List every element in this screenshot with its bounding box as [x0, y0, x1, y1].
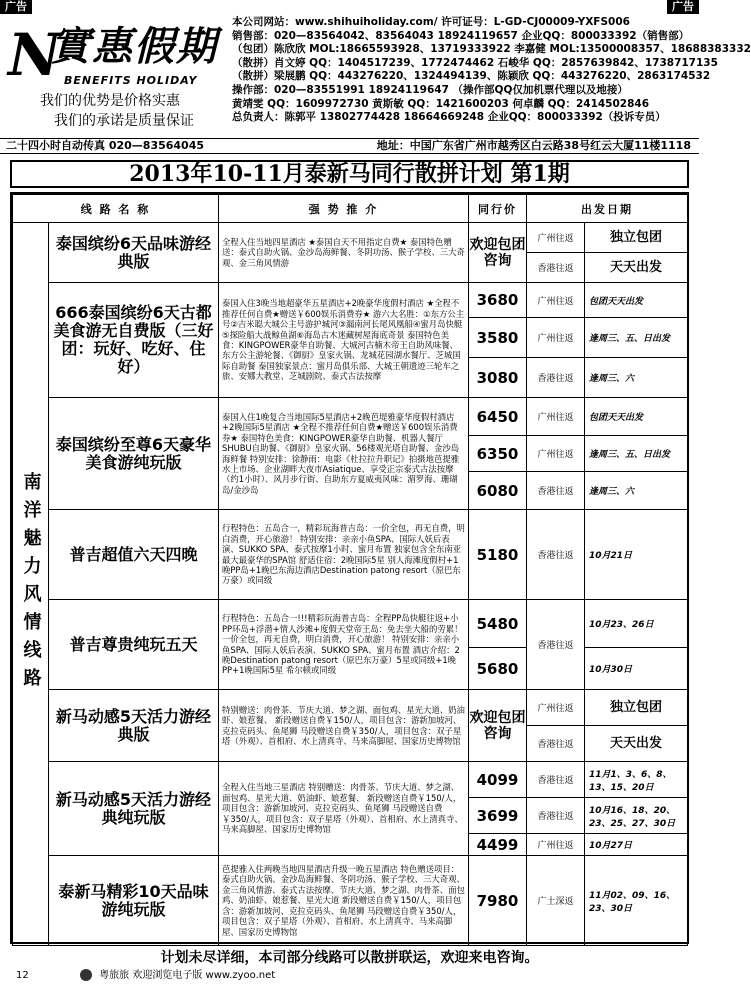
logo	[6, 18, 228, 130]
departure-city: 广州往返	[527, 283, 585, 318]
route-table-wrap	[10, 192, 689, 944]
route-price: 7980	[469, 856, 527, 946]
route-features: 全程入住当地三星酒店 特别赠送：肉骨茶、节庆大道、梦之湖、面包鸡、星光大道、奶油虾、娘惹餐、 新段赠送自费￥150/人，项目包含：游新加坡河、克拉克码头、鱼尾狮 马段赠送自费￥350/人，项目包含：双子星塔（外观）、首相府、水上清真寺、马来高脚屋、国家历史博物馆	[219, 762, 469, 856]
departure-date: 逢周三、六	[585, 358, 688, 398]
departure-city: 香港往返	[527, 600, 585, 690]
slogan-2: 我们的承诺是质量保证	[54, 113, 194, 129]
route-features: 行程特色：五岛合一，精彩玩海普吉岛：一价全包，再无自费，明白消费，开心旅游！ 特别安排：亲亲小鱼SPA、国际人妖后表演、SUKKO SPA、泰式按摩1小时、蜜月布置 独家包含全东南亚最大最豪华的SPA馆 舒适住宿：2晚国际5星 别人海滩度假村+1晚PP岛+1晚巴东海边酒店Destination patong resort（原巴东万豪）或同级	[219, 510, 469, 600]
departure-date: 10月27日	[585, 834, 688, 856]
departure-city: 广州往返	[527, 318, 585, 358]
departure-city: 广州往返	[527, 834, 585, 856]
logo-english: BENEFITS HOLIDAY	[64, 74, 198, 87]
header	[0, 14, 751, 159]
contact-line: （散拼）梁展鹏 QQ：443276220、1324494139、陈颖欣 QQ：443276220、2863174532	[232, 70, 711, 83]
route-name: 泰新马精彩10天品味游纯玩版	[49, 856, 219, 946]
page-footer	[10, 968, 689, 984]
contact-line: 操作部：020—83551991 18924119647 （操作部QQ仅加机票代理以及地接）	[232, 83, 628, 96]
page-site-text: 粤旅旅 欢迎浏览电子版 www.zyoo.net	[99, 970, 276, 981]
route-price: 6080	[469, 472, 527, 510]
route-price: 欢迎包团咨询	[469, 690, 527, 762]
departure-date: 逢周三、六	[585, 472, 688, 510]
departure-date: 天天出发	[585, 253, 688, 283]
departure-date: 逢周三、五、日出发	[585, 436, 688, 472]
departure-date: 独立包团	[585, 223, 688, 253]
route-price: 4099	[469, 762, 527, 798]
route-name: 新马动感5天活力游经典纯玩版	[49, 762, 219, 856]
table-row	[13, 690, 688, 726]
contact-line: （散拼）肖文婷 QQ：1404517239、1772474462 石峻华 QQ：2857639842、1738717135	[232, 56, 718, 69]
departure-date: 10月23、26日	[585, 600, 688, 648]
departure-city: 香港往返	[527, 510, 585, 600]
departure-date: 包团天天出发	[585, 398, 688, 436]
departure-city: 香港往返	[527, 253, 585, 283]
slogan-1: 我们的优势是价格实惠	[40, 93, 180, 109]
header-price: 同行价	[469, 195, 527, 223]
title-box	[10, 160, 689, 188]
departure-city: 广州往返	[527, 223, 585, 253]
route-price: 6350	[469, 436, 527, 472]
brand-icon	[80, 969, 92, 981]
route-price: 5480	[469, 600, 527, 648]
header-features: 强 势 推 介	[219, 195, 469, 223]
departure-date: 逢周三、五、日出发	[585, 318, 688, 358]
route-price: 5180	[469, 510, 527, 600]
route-price: 3580	[469, 318, 527, 358]
departure-city: 香港往返	[527, 762, 585, 798]
route-features: 芭提雅入住两晚当地四星酒店升级一晚五星酒店 特色赠送项目：泰式自助火锅、金沙岛海鲜餐、冬阴功汤、猴子学校、三大奇观、金三角风情游、泰式古法按摩、节庆大道、梦之湖、肉骨茶、面包鸡、奶油虾、娘惹餐、星光大道 新段赠送自费￥150/人，项目包含：游新加坡河、克拉克码头、鱼尾狮 马段赠送自费￥350/人，项目包含：双子星塔（外观）、首相府、水上清真寺、马来高脚屋、国家历史博物馆	[219, 856, 469, 946]
logo-chinese: 實惠假期	[50, 24, 218, 70]
contact-line: 本公司网站：www.shihuiholiday.com/ 许可证号：L-GD-CJ00009-YXFS006	[232, 16, 630, 28]
route-price: 3699	[469, 798, 527, 834]
table-row	[13, 398, 688, 436]
contact-info	[232, 16, 751, 125]
fax-line: 二十四小时自动传真 020—83564045	[6, 139, 205, 152]
contact-line: 销售部：020—83564042、83564043 18924119657 企业QQ：800033392（销售部）	[232, 29, 690, 42]
table-row	[13, 762, 688, 798]
departure-date: 10月30日	[585, 648, 688, 690]
route-price: 3080	[469, 358, 527, 398]
table-row	[13, 283, 688, 318]
table-row	[13, 223, 688, 253]
route-features: 泰国入住1晚复合当地国际5星酒店+2晚芭堤雅豪华度假村酒店+2晚国际5星酒店 ★全程不推荐任何自费★赠送￥600娱乐消费券★ 泰国特色美食：KINGPOWER豪华自助餐、机器人餐厅SHUBU自助餐、《御厨》皇家火锅、56楼观光塔自助餐、金沙岛海鲜餐 特别安排：徐静雨：电影《杜拉拉升职记》拍摄地芭提雅水上市场、企业湖畔大夜市Asiatique、享受正宗泰式古法按摩（约1小时）、风月步行街、自助东方夏威夷风味：湄罗海、珊瑚岛/金沙岛	[219, 398, 469, 510]
contact-line: （包团）陈欣欣 MOL:18665593928、13719333922 李嘉健 MOL:13500008357、18688383332	[232, 43, 751, 56]
ad-bar	[0, 0, 699, 14]
route-price: 6450	[469, 398, 527, 436]
departure-city: 广州往返	[527, 398, 585, 436]
footer-note: 计划未尽详细，本司部分线路可以散拼联运，欢迎来电咨询。	[160, 950, 539, 966]
departure-city: 广土深返	[527, 856, 585, 946]
route-price: 4499	[469, 834, 527, 856]
route-name: 普吉超值六天四晚	[49, 510, 219, 600]
departure-city: 香港往返	[527, 726, 585, 762]
page-site	[80, 968, 275, 984]
route-name: 普吉尊贵纯玩五天	[49, 600, 219, 690]
logo-mark: N	[8, 21, 62, 89]
route-features: 特别赠送：肉骨茶、节庆大道、梦之湖、面包鸡、星光大道、奶油虾、娘惹餐、 新段赠送自费￥150/人，项目包含：游新加坡河、克拉克码头、鱼尾狮 马段赠送自费￥350/人，项目包含：双子星塔（外观）、首相府、水上清真寺、马来高脚屋、国家历史博物馆	[219, 690, 469, 762]
departure-date: 10月21日	[585, 510, 688, 600]
route-features: 行程特色：五岛合一!!!精彩玩海普吉岛：全程PP岛快艇往返+小PP环岛+浮潜+情人沙滩+度假天堂帝王岛：免去坐大船的劳累！ 一价全包，再无自费，明白消费，开心旅游！ 特别安排：亲亲小鱼SPA、国际人妖后表演、SUKKO SPA、蜜月布置 酒店介绍：2晚Destination patong resort（原巴东万豪）5星或同级+1晚PP+1晚国际5星 希尔顿或同级	[219, 600, 469, 690]
header-dates: 出发日期	[527, 195, 688, 223]
table-row	[13, 510, 688, 600]
departure-date: 天天出发	[585, 726, 688, 762]
departure-date: 独立包团	[585, 690, 688, 726]
route-name: 泰国缤纷至尊6天豪华美食游纯玩版	[49, 398, 219, 510]
address-line: 地址：中国广东省广州市越秀区白云路38号红云大厦11楼1118	[376, 139, 691, 152]
header-route: 线 路 名 称	[13, 195, 219, 223]
route-features: 全程入住当地四星酒店 ★泰国自天不用指定自费★ 泰国特色赠送：泰式自助火锅、金沙岛海鲜餐、冬阴功汤、猴子学校、三大奇观、金三角风情游	[219, 223, 469, 283]
region-label: 南洋魅力风情线路	[13, 223, 49, 946]
departure-date: 11月1、3、6、8、13、15、20日	[585, 762, 688, 798]
ad-tag-left: 广告	[0, 0, 32, 14]
page-number: 12	[16, 970, 29, 981]
fax-address-strip	[0, 138, 699, 154]
route-price: 5680	[469, 648, 527, 690]
contact-line: 黄靖雯 QQ：1609972730 黄斯敏 QQ：1421600203 何卓麟 QQ：2414502846	[232, 97, 650, 110]
route-features: 泰国入住3晚当地超豪华五星酒店+2晚豪华度假村酒店 ★全程不推荐任何自费★赠送￥600娱乐消费券★ 游六大名胜：①东方公主号②吉米聪大城公主号游护城河③漏南河长尾风凰船④蜜月岛快艇⑤探险船大战鲸鱼湖⑥海岛古木迷藏树屋海底奇景 泰国特色美食：KINGPOWER豪华自助餐、大城河古楠木帝王自助风味餐、东方公主游轮餐、《御厨》皇家火锅、龙城花园湖水餐厅、芝城国际自助餐 泰国独家景点：蜜月岛俱乐部、大城王朝遗迹三轮车之旅、安娜大教堂、芝城剧院、泰式古法按摩	[219, 283, 469, 398]
departure-city: 香港往返	[527, 358, 585, 398]
departure-date: 10月16、18、20、23、25、27、30日	[585, 798, 688, 834]
route-table	[12, 194, 688, 946]
departure-city: 香港往返	[527, 798, 585, 834]
departure-date: 包团天天出发	[585, 283, 688, 318]
page-title: 2013年10-11月泰新马同行散拼计划 第1期	[129, 161, 570, 187]
table-header-row	[13, 195, 688, 223]
route-name: 666泰国缤纷6天古都美食游无自费版（三好团：玩好、吃好、住好）	[49, 283, 219, 398]
route-price: 3680	[469, 283, 527, 318]
departure-date: 11月02、09、16、23、30日	[585, 856, 688, 946]
ad-tag-right: 广告	[667, 0, 699, 14]
route-name: 新马动感5天活力游经典版	[49, 690, 219, 762]
departure-city: 广州往返	[527, 690, 585, 726]
departure-city: 广州往返	[527, 436, 585, 472]
route-name: 泰国缤纷6天品味游经典版	[49, 223, 219, 283]
table-row	[13, 856, 688, 946]
departure-city: 香港往返	[527, 472, 585, 510]
table-row	[13, 600, 688, 648]
route-price: 欢迎包团咨询	[469, 223, 527, 283]
contact-line: 总负责人：陈郭平 13802774428 18664669248 企业QQ：800033392（投诉专员）	[232, 111, 666, 124]
